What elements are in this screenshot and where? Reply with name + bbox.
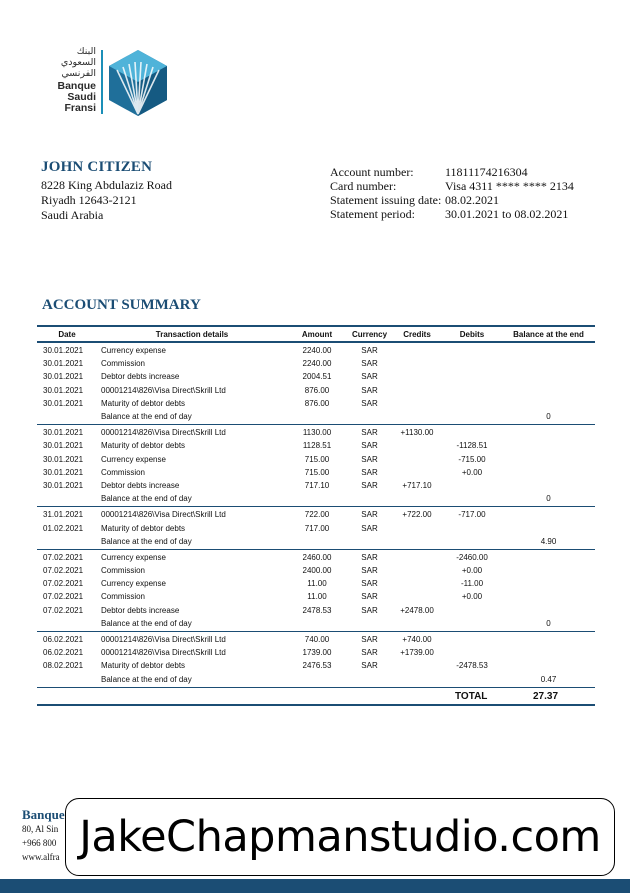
transactions-table: [37, 325, 595, 706]
transaction-group: [37, 425, 595, 507]
info-value: 08.02.2021: [445, 193, 499, 207]
account-info: [330, 165, 574, 221]
total-label: TOTAL: [455, 690, 488, 702]
issuing-date-row: [330, 193, 574, 207]
cell-details: Commission: [101, 467, 146, 477]
logo-latin-line: Saudi: [67, 91, 96, 103]
logo-latin-line: Banque: [57, 80, 96, 92]
cell-amount: 11.00: [307, 592, 327, 602]
address-line: Riyadh 12643-2121: [41, 193, 137, 207]
info-label: Statement period:: [330, 207, 415, 221]
cell-debit: -2478.53: [456, 661, 488, 671]
cell-amount: 2004.51: [302, 372, 332, 382]
table-row: [37, 357, 595, 370]
cell-details: Debtor debts increase: [101, 372, 180, 382]
cell-currency: SAR: [361, 398, 378, 408]
cell-credit: +740.00: [402, 635, 432, 645]
cell-details: 00001214\826\Visa Direct\Skrill Ltd: [101, 648, 226, 658]
table-row: [37, 551, 595, 564]
cell-debit: +0.00: [461, 566, 483, 576]
cell-currency: SAR: [361, 372, 378, 382]
cell-currency: SAR: [361, 552, 378, 562]
cell-balance: 0: [546, 412, 551, 422]
cell-date: 30.01.2021: [43, 398, 84, 408]
cell-details: Commission: [101, 359, 146, 369]
cell-currency: SAR: [361, 579, 378, 589]
table-row: [37, 521, 595, 534]
cell-details: 00001214\826\Visa Direct\Skrill Ltd: [101, 385, 226, 395]
table-row: [37, 426, 595, 439]
bank-emblem-icon: [107, 48, 169, 118]
cell-balance: 0: [546, 618, 551, 628]
cell-details: 00001214\826\Visa Direct\Skrill Ltd: [101, 635, 226, 645]
table-row: [37, 384, 595, 397]
cell-date: 08.02.2021: [43, 661, 84, 671]
column-header: Currency: [351, 329, 388, 339]
cell-debit: -717.00: [458, 510, 486, 520]
cell-date: 30.01.2021: [43, 359, 84, 369]
cell-date: 07.02.2021: [43, 552, 84, 562]
cell-currency: SAR: [361, 566, 378, 576]
cell-details: Currency expense: [101, 579, 166, 589]
table-row: [37, 673, 595, 686]
column-header: Amount: [301, 329, 333, 339]
cell-balance: 0: [546, 494, 551, 504]
table-row: [37, 479, 595, 492]
table-row: [37, 492, 595, 505]
cell-details: Commission: [101, 566, 146, 576]
column-header: Transaction details: [155, 329, 229, 339]
cell-details: 00001214\826\Visa Direct\Skrill Ltd: [101, 428, 226, 438]
cell-details: Balance at the end of day: [101, 674, 192, 684]
cell-currency: SAR: [361, 359, 378, 369]
cell-currency: SAR: [361, 635, 378, 645]
cell-date: 30.01.2021: [43, 441, 84, 451]
cell-amount: 876.00: [304, 398, 330, 408]
cell-debit: -11.00: [460, 579, 484, 589]
cell-date: 30.01.2021: [43, 372, 84, 382]
account-number-row: [330, 165, 574, 179]
cell-date: 30.01.2021: [43, 480, 84, 490]
cell-amount: 717.10: [304, 480, 330, 490]
cell-amount: 2460.00: [302, 552, 332, 562]
cell-currency: SAR: [361, 605, 378, 615]
cell-amount: 2240.00: [302, 359, 332, 369]
info-label: Statement issuing date:: [330, 193, 442, 207]
cell-balance: 0.47: [540, 674, 557, 684]
cell-details: Maturity of debtor debts: [101, 441, 186, 451]
cell-details: Balance at the end of day: [101, 536, 192, 546]
table-row: [37, 370, 595, 383]
cell-date: 07.02.2021: [43, 579, 84, 589]
transaction-group: [37, 632, 595, 688]
cell-details: Balance at the end of day: [101, 494, 192, 504]
table-row: [37, 646, 595, 659]
cell-credit: +717.10: [402, 480, 432, 490]
info-value: 30.01.2021 to 08.02.2021: [445, 207, 569, 221]
cell-debit: -715.00: [458, 454, 486, 464]
table-row: [37, 577, 595, 590]
column-header: Credits: [403, 329, 431, 339]
cell-amount: 2400.00: [302, 566, 332, 576]
info-value: 11811174216304: [445, 165, 528, 179]
cell-currency: SAR: [361, 428, 378, 438]
transaction-group: [37, 550, 595, 632]
footer-bank-name: Banque: [22, 807, 65, 822]
cell-details: 00001214\826\Visa Direct\Skrill Ltd: [101, 510, 226, 520]
watermark-banner: JakeChapmanstudio.com: [65, 798, 615, 876]
cell-amount: 722.00: [304, 510, 330, 520]
cell-details: Maturity of debtor debts: [101, 523, 186, 533]
cell-credit: +1130.00: [400, 428, 434, 438]
cell-balance: 4.90: [540, 536, 557, 546]
cell-credit: +722.00: [402, 510, 432, 520]
table-row: [37, 508, 595, 521]
logo-arabic-line: البنك: [76, 46, 96, 57]
column-header: Debits: [459, 329, 485, 339]
cell-details: Debtor debts increase: [101, 605, 180, 615]
cell-amount: 717.00: [304, 523, 330, 533]
cell-date: 07.02.2021: [43, 592, 84, 602]
cell-amount: 715.00: [304, 467, 330, 477]
cell-currency: SAR: [361, 480, 378, 490]
table-row: [37, 564, 595, 577]
cell-debit: +0.00: [461, 467, 483, 477]
table-row: [37, 659, 595, 672]
logo-arabic-name: [40, 46, 96, 79]
cell-debit: -2460.00: [456, 552, 488, 562]
table-row: [37, 604, 595, 617]
cell-currency: SAR: [361, 454, 378, 464]
logo-arabic-line: الفرنسي: [61, 68, 96, 79]
logo-latin-line: Fransi: [64, 102, 96, 114]
cell-credit: +2478.00: [400, 605, 434, 615]
table-row: [37, 590, 595, 603]
cell-date: 01.02.2021: [43, 523, 84, 533]
customer-block: [41, 160, 172, 223]
section-title: ACCOUNT SUMMARY: [42, 297, 201, 313]
logo-latin-name: [40, 81, 96, 114]
cell-currency: SAR: [361, 346, 378, 356]
cell-date: 30.01.2021: [43, 454, 84, 464]
table-row: [37, 466, 595, 479]
cell-debit: +0.00: [461, 592, 483, 602]
total-row: [37, 689, 595, 706]
total-value: 27.37: [533, 690, 559, 702]
cell-date: 06.02.2021: [43, 648, 84, 658]
cell-currency: SAR: [361, 510, 378, 520]
table-row: [37, 439, 595, 452]
logo-arabic-line: السعودي: [60, 57, 96, 68]
cell-details: Currency expense: [101, 552, 166, 562]
info-label: Account number:: [330, 165, 414, 179]
cell-details: Currency expense: [101, 454, 166, 464]
bank-logo: [40, 46, 170, 126]
cell-date: 30.01.2021: [43, 346, 84, 356]
column-header: Date: [58, 329, 76, 339]
column-header: Balance at the end: [513, 329, 584, 339]
footer-bar: [0, 879, 630, 893]
footer-line: www.alfra: [22, 852, 60, 862]
transaction-group: [37, 507, 595, 550]
table-row: [37, 535, 595, 548]
cell-amount: 1739.00: [302, 648, 332, 658]
address-line: Saudi Arabia: [41, 208, 104, 222]
cell-currency: SAR: [361, 661, 378, 671]
cell-details: Debtor debts increase: [101, 480, 180, 490]
logo-divider: [101, 50, 103, 114]
cell-amount: 11.00: [307, 579, 327, 589]
cell-date: 30.01.2021: [43, 428, 84, 438]
cell-date: 30.01.2021: [43, 385, 84, 395]
cell-currency: SAR: [361, 523, 378, 533]
cell-details: Balance at the end of day: [101, 618, 192, 628]
footer: [22, 808, 65, 864]
cell-details: Maturity of debtor debts: [101, 661, 186, 671]
cell-date: 07.02.2021: [43, 566, 84, 576]
address-line: 8228 King Abdulaziz Road: [41, 178, 172, 192]
cell-amount: 1130.00: [302, 428, 332, 438]
cell-details: Currency expense: [101, 346, 166, 356]
cell-currency: SAR: [361, 467, 378, 477]
table-row: [37, 453, 595, 466]
transaction-group: [37, 343, 595, 425]
cell-amount: 715.00: [304, 454, 330, 464]
table-row: [37, 397, 595, 410]
cell-currency: SAR: [361, 441, 378, 451]
info-value: Visa 4311 **** **** 2134: [445, 179, 574, 193]
cell-date: 06.02.2021: [43, 635, 84, 645]
cell-amount: 2476.53: [302, 661, 332, 671]
cell-date: 30.01.2021: [43, 467, 84, 477]
cell-amount: 2478.53: [302, 605, 332, 615]
cell-details: Balance at the end of day: [101, 412, 192, 422]
table-row: [37, 617, 595, 630]
cell-details: Maturity of debtor debts: [101, 398, 186, 408]
cell-details: Commission: [101, 592, 146, 602]
cell-amount: 876.00: [304, 385, 330, 395]
cell-date: 31.01.2021: [43, 510, 84, 520]
cell-amount: 2240.00: [302, 346, 332, 356]
footer-line: +966 800: [22, 838, 57, 848]
cell-date: 07.02.2021: [43, 605, 84, 615]
cell-currency: SAR: [361, 592, 378, 602]
customer-name: JOHN CITIZEN: [41, 159, 153, 175]
table-header: [37, 325, 595, 343]
footer-line: 80, Al Sin: [22, 824, 59, 834]
info-label: Card number:: [330, 179, 397, 193]
cell-currency: SAR: [361, 385, 378, 395]
cell-debit: -1128.51: [456, 441, 488, 451]
table-row: [37, 633, 595, 646]
table-body: [37, 343, 595, 688]
cell-amount: 740.00: [304, 635, 330, 645]
table-row: [37, 410, 595, 423]
cell-currency: SAR: [361, 648, 378, 658]
statement-period-row: [330, 207, 574, 221]
cell-credit: +1739.00: [400, 648, 434, 658]
card-number-row: [330, 179, 574, 193]
table-row: [37, 344, 595, 357]
cell-amount: 1128.51: [302, 441, 332, 451]
